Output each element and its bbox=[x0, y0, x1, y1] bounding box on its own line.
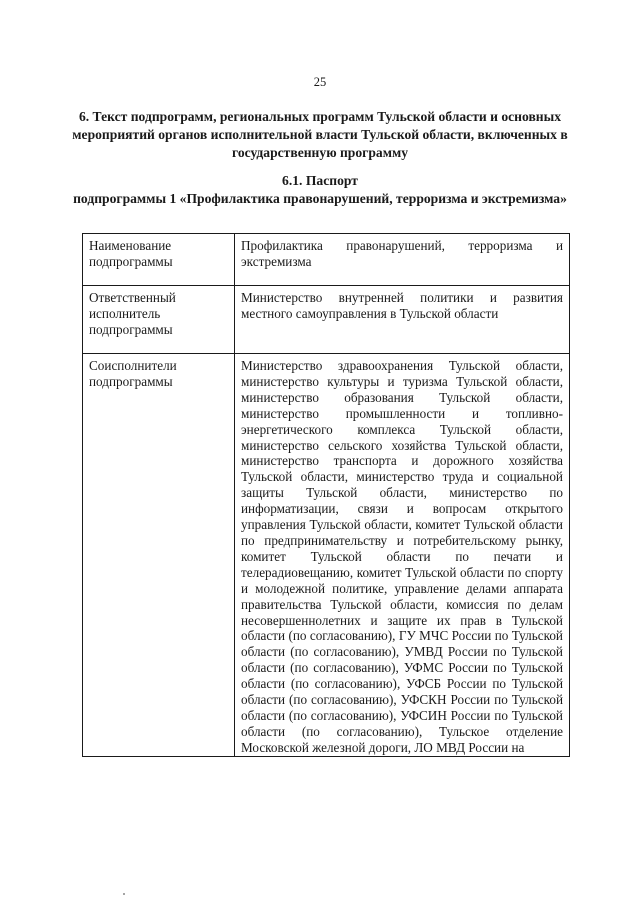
row-label-responsible: Ответственный исполнитель подпрограммы bbox=[83, 286, 235, 354]
table-row bbox=[83, 234, 570, 286]
table-row bbox=[83, 286, 570, 354]
row-value-responsible: Министерство внутренней политики и развития местного самоуправления в Тульской области bbox=[235, 286, 570, 354]
row-value-coexecutors: Министерство здравоохранения Тульской области, министерство культуры и туризма Тульской области, министерство образования Тульской области, министерство промышленности и топливно-энергетического комплекса Тульской области, министерство сельского хозяйства Тульской области, министерство транспорта и дорожного хозяйства Тульской области, министерство труда и социальной защиты Тульской области, министерство по информатизации, связи и вопросам открытого управления Тульской области, комитет Тульской области по предпринимательству и потребительскому рынку, комитет Тульской области по печати и телерадиовещанию, комитет Тульской области по спорту и молодежной политике, управление делами аппарата правительства Тульской области, комиссия по делам несовершеннолетних и защите их прав в Тульской области (по согласованию), ГУ МЧС России по Тульской области (по согласованию), УМВД России по Тульской области (по согласованию), УФМС России по Тульской области (по согласованию), УФСБ России по Тульской области (по согласованию), УФСКН России по Тульской области (по согласованию), УФСИН России по Тульской области (по согласованию), Тульское отделение Московской железной дороги, ЛО МВД России на bbox=[235, 354, 570, 757]
row-label-name: Наименование подпрограммы bbox=[83, 234, 235, 286]
passport-subprogram-title: подпрограммы 1 «Профилактика правонарушений, терроризма и экстремизма» bbox=[73, 191, 567, 206]
table-row bbox=[83, 354, 570, 757]
passport-table bbox=[82, 233, 570, 757]
passport-heading: 6.1. Паспорт bbox=[282, 173, 358, 188]
row-label-coexecutors: Соисполнители подпрограммы bbox=[83, 354, 235, 757]
scan-speck bbox=[123, 893, 125, 895]
row-value-name: Профилактика правонарушений, терроризма и экстремизма bbox=[235, 234, 570, 286]
section-heading: 6. Текст подпрограмм, региональных программ Тульской области и основных мероприятий органов исполнительной власти Тульской области, включенных в государственную программу bbox=[72, 109, 568, 160]
page-number: 25 bbox=[313, 75, 327, 89]
